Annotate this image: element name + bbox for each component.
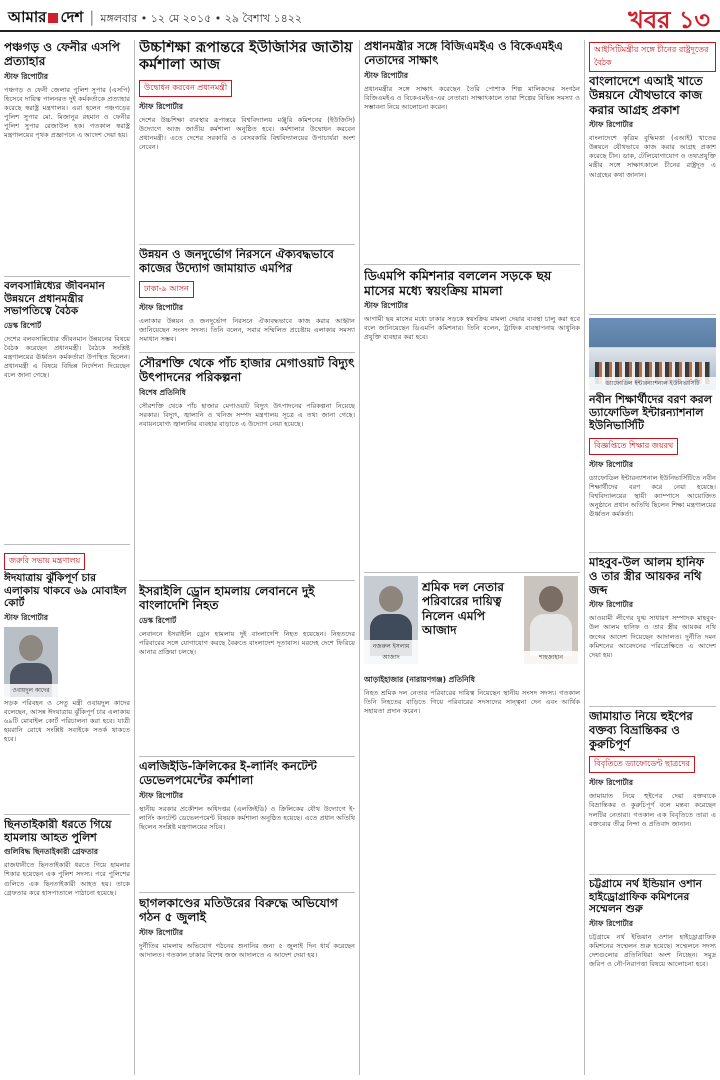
- article-body: বাংলাদেশে কৃত্রিম বুদ্ধিমত্তা (এআই) খাতের উন্নয়নে যৌথভাবে কাজ করার আগ্রহ প্রকাশ করেছে চীন। ডাক, টেলিযোগাযোগ ও তথ্যপ্রযুক্তি মন্ত্রীর সঙ্গে সাক্ষাৎকালে চীনের রাষ্ট্রদূত এ আগ্রহের কথা জানান।: [589, 134, 716, 179]
- article-solar-power: [139, 356, 355, 576]
- article-lebanon-drone: [139, 584, 355, 752]
- article-body: এলাকার উন্নয়ন ও জনদুর্ভোগ নিরসনে ঐক্যবদ্ধভাবে কাজ করার আহ্বান জানিয়েছেন সংসদ সদস্য। তিনি বলেন, সবার সম্মিলিত প্রচেষ্টায় এলাকার সমস্যা সমাধান সম্ভব।: [139, 316, 355, 343]
- byline: স্টাফ রিপোর্টার: [4, 71, 49, 81]
- brand-left: আমার: [8, 8, 47, 26]
- headline: শ্রমিক দল নেতার পরিবারের দায়িত্ব নিলেন এমপি আজাদ: [422, 580, 504, 638]
- byline: স্টাফ রিপোর্টার: [139, 927, 184, 937]
- headline: এলজিইডি-ক্রিলিকের ই-লার্নিং কনটেন্ট ডেভেলপমেন্টের কর্মশালা: [139, 760, 317, 787]
- byline: স্টাফ রিপোর্টার: [589, 459, 634, 469]
- byline: স্টাফ রিপোর্টার: [589, 120, 634, 130]
- article-body: পঞ্চগড় ও ফেনী জেলার পুলিশ সুপার (এসপি) হিসেবে দায়িত্ব পালনরত দুই কর্মকর্তাকে প্রত্যাহার করেছে স্বরাষ্ট্র মন্ত্রণালয়। এরা হলেন পঞ্চগড়ের পুলিশ সুপার মো. মিজানুর রহমান ও ফেনীর পুলিশ সুপার রেজাউল হক। গতকাল স্বরাষ্ট্র মন্ত্রণালয়ের পৃথক প্রজ্ঞাপনে এ আদেশ দেয়া হয়।: [4, 85, 130, 140]
- article-body: দুর্নীতির মামলায় অভিযোগ গঠনের শুনানির জন্য ৫ জুলাই দিন ধার্য করেছেন আদালত। গতকাল ঢাকার বিশেষ জজ আদালতে এ আদেশ দেয়া হয়।: [139, 941, 355, 959]
- kicker: বিজ্ঞপ্তিতে শিক্ষার জয়রথ: [589, 438, 678, 455]
- headline: উন্নয়ন ও জনদুর্ভোগ নিরসনে ঐক্যবদ্ধভাবে কাজের উদ্যোগ জামায়াত এমপির: [139, 248, 334, 275]
- article-body: আগামী ছয় মাসের মধ্যে ঢাকার সড়কে স্বয়ংক্রিয় মামলা দেয়ার ব্যবস্থা চালু করা হবে বলে জানিয়েছেন ডিএমপি কমিশনার। তিনি বলেন, ট্রাফিক ব্যবস্থাপনায় আধুনিক প্রযুক্তি ব্যবহার করা হবে।: [364, 315, 580, 342]
- byline: স্টাফ রিপোর্টার: [364, 70, 409, 80]
- article-body: দেশের উচ্চশিক্ষা ব্যবস্থার রূপান্তরে বিশ্ববিদ্যালয় মঞ্জুরি কমিশনের (ইউজিসি) উদ্যোগে আজ জাতীয় কর্মশালা অনুষ্ঠিত হবে। কর্মশালার উদ্বোধন করবেন প্রধানমন্ত্রী। এতে দেশের সরকারি ও বেসরকারি বিশ্ববিদ্যালয়ের উপাচার্যরা অংশ নেবেন।: [139, 115, 355, 152]
- portrait-photo-1: [364, 576, 418, 664]
- byline: স্টাফ রিপোর্টার: [589, 778, 634, 788]
- kicker: ঢাকা-৯ আসন: [139, 281, 194, 298]
- byline: স্টাফ রিপোর্টার: [589, 918, 634, 928]
- headline: সৌরশক্তি থেকে পাঁচ হাজার মেগাওয়াট বিদ্যুৎ উৎপাদনের পরিকল্পনা: [139, 356, 355, 385]
- article-dmp-auto-case: [364, 268, 580, 568]
- article-bgmea-meeting: [364, 40, 580, 260]
- headline: বলবসান্নিধ্যের জীবনমান উন্নয়নে প্রধানমন্ত্রীর সভাপতিত্বে বৈঠক: [4, 280, 105, 318]
- headline: ডিএমপি কমিশনার বললেন সড়কে ছয় মাসের মধ্যে স্বয়ংক্রিয় মামলা: [364, 268, 552, 298]
- byline: স্টাফ রিপোর্টার: [139, 101, 184, 111]
- article-body: প্রধানমন্ত্রীর সঙ্গে সাক্ষাৎ করেছেন তৈরি পোশাক শিল্প মালিকদের সংগঠন বিজিএমইএ ও বিকেএমইএ-এর নেতারা। সাক্ষাৎকালে তারা শিল্পের বিভিন্ন সমস্যা ও সম্ভাবনা নিয়ে আলোচনা করেন।: [364, 84, 580, 111]
- headline: ছাগলকাণ্ডের মতিউরের বিরুদ্ধে অভিযোগ গঠন ৫ জুলাই: [139, 896, 338, 925]
- article-daffodil-orientation: [589, 318, 716, 548]
- byline: স্টাফ রিপোর্টার: [364, 301, 409, 310]
- byline: ডেস্ক রিপোর্ট: [139, 615, 177, 625]
- event-photo: [589, 318, 716, 390]
- headline: জামায়াত নিয়ে হুইপের বক্তব্য বিভ্রান্তিকর ও কুরুচিপূর্ণ: [589, 710, 693, 751]
- section-page-tag: খবর ১৩: [628, 6, 710, 34]
- issue-date: মঙ্গলবার • ১২ মে ২০১৫ • ২৯ বৈশাখ ১৪২২: [100, 12, 303, 25]
- article-body: দেশের বলবসান্নিধ্যের জীবনমান উন্নয়নের বিষয়ে বৈঠক করেছেন প্রধানমন্ত্রী। বৈঠকে সংশ্লিষ্ট মন্ত্রণালয়ের ঊর্ধ্বতন কর্মকর্তারা উপস্থিত ছিলেন। প্রধানমন্ত্রী এ বিষয়ে বিভিন্ন নির্দেশনা দিয়েছেন বলে জানা গেছে।: [4, 334, 130, 380]
- headline: ঈদযাত্রায় ঝুঁকিপূর্ণ চার এলাকায় থাকবে ৬৯ মোবাইল কোর্ট: [4, 572, 127, 610]
- portrait-photo-2: [524, 576, 578, 664]
- headline: প্রধানমন্ত্রীর সঙ্গে বিজিএমইএ ও বিকেএমইএ নেতাদের সাক্ষাৎ: [364, 40, 563, 67]
- photo-caption: শাহজাহান: [524, 651, 578, 664]
- article-body: চট্টগ্রামে নর্থ ইন্ডিয়ান ওশান হাইড্রোগ্রাফিক কমিশনের সম্মেলন শুরু হয়েছে। সম্মেলনে সদস্য দেশগুলোর প্রতিনিধিরা অংশ নিচ্ছেন। সমুদ্র জরিপ ও নৌ-নিরাপত্তা বিষয়ে আলোচনা হবে।: [589, 932, 716, 969]
- article-body: সৌরশক্তি থেকে পাঁচ হাজার মেগাওয়াট বিদ্যুৎ উৎপাদনের পরিকল্পনা নিয়েছে সরকার। বিদ্যুৎ, জ্বালানি ও খনিজ সম্পদ মন্ত্রণালয় সূত্রে এ তথ্য জানা গেছে। নবায়নযোগ্য জ্বালানির ব্যবহার বাড়াতে এ উদ্যোগ নেয়া হয়েছে।: [139, 401, 355, 428]
- headline: ইসরাইলি ড্রোন হামলায় লেবাননে দুই বাংলাদেশি নিহত: [139, 584, 315, 613]
- byline: আড়াইহাজার (নারায়ণগঞ্জ) প্রতিনিধি: [364, 675, 475, 684]
- article-jamaat-mp-unity: [139, 248, 355, 348]
- article-hydrographic-conference: [589, 878, 716, 1076]
- kicker: বিবৃতিতে ড্যাফোডেন্ট ছাত্রদের: [589, 756, 695, 773]
- photo-caption: নজরুল ইসলাম আজাদ: [364, 640, 418, 664]
- article-body: সড়ক পরিবহন ও সেতু মন্ত্রী ওবায়দুল কাদের বলেছেন, আসন্ন ঈদযাত্রায় ঝুঁকিপূর্ণ চার এলাকায় ৬৯টি মোবাইল কোর্ট পরিচালনা করা হবে। যাত্রী হয়রানি রোধে সংশ্লিষ্ট সবাইকে সতর্ক থাকতে হবে।: [4, 698, 130, 744]
- article-motiur-charge: [139, 896, 355, 1076]
- article-hanif-tax-file: [589, 556, 716, 702]
- headline: মাহবুব-উল আলম হানিফ ও তার স্ত্রীর আয়কর নথি জব্দ: [589, 556, 705, 597]
- headline: ছিনতাইকারী ধরতে গিয়ে হামলায় আহত পুলিশ: [4, 818, 112, 845]
- article-eid-mobile-court: [4, 548, 130, 810]
- article-pm-meeting: [4, 280, 130, 540]
- article-whip-statement: [589, 710, 716, 870]
- page-masthead: [0, 0, 720, 32]
- kicker: আইসিটিমন্ত্রীর সঙ্গে চীনের রাষ্ট্রদূতের বৈঠক: [589, 42, 716, 72]
- article-body: রাজধানীতে ছিনতাইকারী ধরতে গিয়ে হামলার শিকার হয়েছেন এক পুলিশ সদস্য। পরে পুলিশের গুলিতে এক ছিনতাইকারী আহত হয়। তাকে গ্রেফতার করে হাসপাতালে পাঠানো হয়েছে।: [4, 861, 130, 897]
- headline: পঞ্চগড় ও ফেনীর এসপি প্রত্যাহার: [4, 40, 120, 69]
- photo-caption: ড্যাফোডিল ইন্টারন্যাশনাল ইউনিভার্সিটি: [589, 377, 716, 390]
- article-mugger-police: [4, 818, 130, 1076]
- article-police-withdrawal: [4, 40, 130, 272]
- article-body: ড্যাফোডিল ইন্টারন্যাশনাল ইউনিভার্সিটিতে নবীন শিক্ষার্থীদের বরণ করে নেয়া হয়েছে। বিশ্ববিদ্যালয়ের স্থায়ী ক্যাম্পাসে আয়োজিত অনুষ্ঠানে প্রধান অতিথি ছিলেন শিক্ষা মন্ত্রণালয়ের ঊর্ধ্বতন কর্মকর্তা।: [589, 473, 716, 518]
- byline: স্টাফ রিপোর্টার: [139, 790, 184, 800]
- portrait-photo: [4, 627, 58, 697]
- photo-caption: ওবায়দুল কাদের: [4, 684, 58, 697]
- article-mp-azad: [364, 576, 580, 1076]
- headline: উচ্চশিক্ষা রূপান্তরে ইউজিসির জাতীয় কর্মশালা আজ: [139, 40, 353, 74]
- kicker: জরুরি সভায় মন্ত্রণালয়: [4, 553, 85, 570]
- brand-square-icon: [48, 13, 58, 23]
- byline: স্টাফ রিপোর্টার: [139, 302, 184, 312]
- byline: স্টাফ রিপোর্টার: [4, 612, 49, 622]
- article-body: জামায়াত নিয়ে হুইপের দেয়া বক্তব্যকে বিভ্রান্তিকর ও কুরুচিপূর্ণ বলে মন্তব্য করেছেন দলটির নেতারা। গতকাল এক বিবৃতিতে তারা এ বক্তব্যের তীব্র নিন্দা ও প্রতিবাদ জানান।: [589, 792, 716, 828]
- article-body: আওয়ামী লীগের যুগ্ম সাধারণ সম্পাদক মাহবুব-উল আলম হানিফ ও তার স্ত্রীর আয়কর নথি জব্দের আদেশ দিয়েছেন আদালত। দুর্নীতি দমন কমিশনের আবেদনের পরিপ্রেক্ষিতে এ আদেশ দেয়া হয়।: [589, 614, 716, 659]
- byline: স্টাফ রিপোর্টার: [589, 600, 634, 610]
- byline: গুলিবিদ্ধ ছিনতাইকারী গ্রেফতার: [4, 847, 99, 857]
- headline: চট্টগ্রামে নর্থ ইন্ডিয়ান ওশান হাইড্রোগ্রাফিক কমিশনের সম্মেলন শুরু: [589, 878, 702, 916]
- newspaper-brand: আমার দেশ | মঙ্গলবার • ১২ মে ২০১৫ • ২৯ বৈশাখ ১৪২২: [8, 8, 303, 26]
- kicker: উদ্বোধন করবেন প্রধানমন্ত্রী: [139, 80, 232, 97]
- article-body: নিহত শ্রমিক দল নেতার পরিবারের দায়িত্ব নিয়েছেন স্থানীয় সংসদ সদস্য। গতকাল তিনি নিহতের বাড়িতে গিয়ে পরিবারের সদস্যদের সান্ত্বনা দেন এবং আর্থিক সহায়তা প্রদান করেন।: [364, 689, 580, 716]
- article-ugc-workshop: [139, 40, 355, 240]
- brand-right: দেশ: [60, 8, 84, 26]
- byline: ডেস্ক রিপোর্ট: [4, 320, 42, 330]
- article-body: লেবাননে ইসরাইলি ড্রোন হামলায় দুই বাংলাদেশি নিহত হয়েছেন। নিহতদের পরিবারের সঙ্গে যোগাযোগ করছে বৈরুতে বাংলাদেশ দূতাবাস। মরদেহ দেশে ফিরিয়ে আনার প্রক্রিয়া চলছে।: [139, 629, 355, 656]
- headline: বাংলাদেশে এআই খাতে উন্নয়নে যৌথভাবে কাজ করার আগ্রহ প্রকাশ: [589, 74, 703, 117]
- article-body: স্থানীয় সরকার প্রকৌশল অধিদপ্তর (এলজিইডি) ও ক্রিলিকের যৌথ উদ্যোগে ই-লার্নিং কনটেন্ট ডেভেলপমেন্ট বিষয়ক কর্মশালা অনুষ্ঠিত হয়েছে। এতে প্রধান অতিথি ছিলেন সংশ্লিষ্ট মন্ত্রণালয়ের সচিব।: [139, 804, 355, 831]
- byline: বিশেষ প্রতিনিধি: [139, 387, 186, 397]
- article-lged-elearning: [139, 760, 355, 888]
- article-ai-china: [589, 40, 716, 310]
- headline: নবীন শিক্ষার্থীদের বরণ করল ড্যাফোডিল ইন্টারন্যাশনাল ইউনিভার্সিটি: [589, 393, 712, 433]
